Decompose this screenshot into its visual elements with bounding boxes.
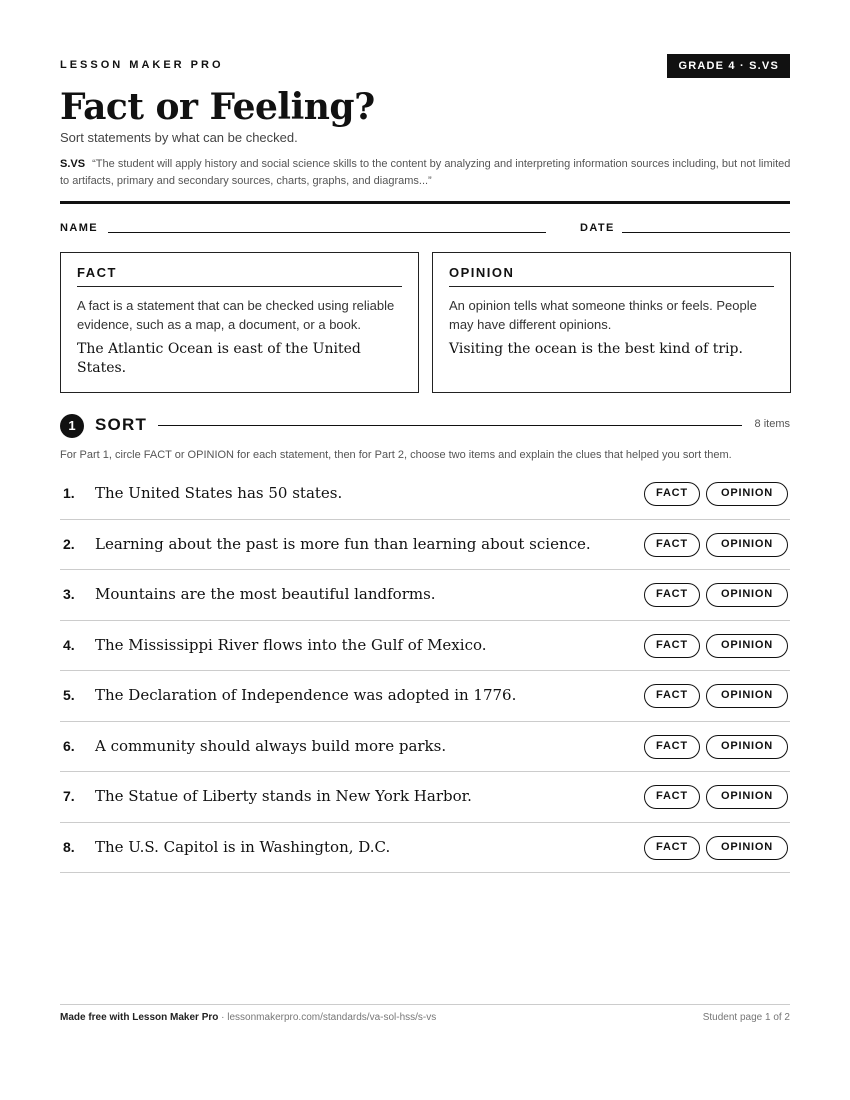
standard-text xyxy=(60,156,795,190)
standard-code: S.VS xyxy=(60,158,86,170)
name-field[interactable] xyxy=(108,232,546,233)
statement-text: The Declaration of Independence was adopted in 1776. xyxy=(95,686,517,704)
statement-row xyxy=(60,722,790,773)
fact-choice[interactable]: FACT xyxy=(644,533,700,557)
fact-choice[interactable]: FACT xyxy=(644,684,700,708)
fact-choice[interactable]: FACT xyxy=(644,482,700,506)
opinion-choice[interactable]: OPINION xyxy=(706,482,788,506)
section-rule xyxy=(158,425,742,426)
statement-row xyxy=(60,469,790,520)
statement-row xyxy=(60,823,790,874)
fact-choice[interactable]: FACT xyxy=(644,634,700,658)
fact-description: A fact is a statement that can be checked using reliable evidence, such as a map, a document, or a book. xyxy=(77,298,395,332)
opinion-heading: OPINION xyxy=(449,265,774,287)
choice-chips xyxy=(644,533,788,557)
page-subtitle: Sort statements by what can be checked. xyxy=(60,130,298,145)
statement-number: 6. xyxy=(63,737,75,754)
opinion-choice[interactable]: OPINION xyxy=(706,533,788,557)
choice-chips xyxy=(644,482,788,506)
statement-number: 5. xyxy=(63,687,75,703)
fact-choice[interactable]: FACT xyxy=(644,785,700,809)
footer-divider xyxy=(60,1004,790,1005)
header-divider xyxy=(60,201,790,204)
statement-number: 1. xyxy=(63,485,75,501)
fact-definition-box xyxy=(60,252,419,393)
opinion-choice[interactable]: OPINION xyxy=(706,836,788,860)
fact-choice[interactable]: FACT xyxy=(644,836,700,860)
page-title: Fact or Feeling? xyxy=(60,86,375,128)
fact-choice[interactable]: FACT xyxy=(644,583,700,607)
statement-number: 4. xyxy=(63,636,75,653)
statement-text: Mountains are the most beautiful landforms. xyxy=(95,585,436,603)
instructions: For Part 1, circle FACT or OPINION for each statement, then for Part 2, choose two items and explain the clues that helped you sort them. xyxy=(60,449,732,461)
item-count: 8 items xyxy=(754,418,790,430)
page-indicator: Student page 1 of 2 xyxy=(702,1012,790,1023)
choice-chips xyxy=(644,684,788,708)
statement-number: 7. xyxy=(63,788,75,804)
name-label: NAME xyxy=(60,222,98,234)
footer-url[interactable]: · lessonmakerpro.com/standards/va-sol-hss/s-vs xyxy=(218,1012,437,1023)
statement-text: Learning about the past is more fun than learning about science. xyxy=(95,534,591,553)
opinion-choice[interactable]: OPINION xyxy=(706,684,788,708)
footer xyxy=(60,1012,790,1023)
statement-row xyxy=(60,520,790,571)
statement-row xyxy=(60,621,790,672)
section-title: SORT xyxy=(95,415,148,434)
opinion-choice[interactable]: OPINION xyxy=(706,634,788,658)
opinion-choice[interactable]: OPINION xyxy=(706,583,788,607)
choice-chips xyxy=(644,634,788,658)
choice-chips xyxy=(644,583,788,607)
statement-row xyxy=(60,772,790,823)
statement-number: 3. xyxy=(63,586,75,602)
statement-number: 8. xyxy=(63,838,75,855)
choice-chips xyxy=(644,785,788,809)
statement-number: 2. xyxy=(63,535,75,552)
statement-text: The U.S. Capitol is in Washington, D.C. xyxy=(95,837,391,856)
opinion-definition-box xyxy=(432,252,791,393)
opinion-choice[interactable]: OPINION xyxy=(706,735,788,759)
statement-text: The United States has 50 states. xyxy=(95,484,343,502)
opinion-description: An opinion tells what someone thinks or feels. People may have different opinions. xyxy=(449,298,757,332)
opinion-example: Visiting the ocean is the best kind of trip. xyxy=(449,341,743,357)
date-field[interactable] xyxy=(622,232,790,233)
footer-made-with: Made free with Lesson Maker Pro xyxy=(60,1012,219,1023)
section-number: 1 xyxy=(60,414,84,438)
statement-row xyxy=(60,570,790,621)
opinion-choice[interactable]: OPINION xyxy=(706,785,788,809)
brand-name: LESSON MAKER PRO xyxy=(60,59,224,71)
grade-badge: GRADE 4 · S.VS xyxy=(667,54,790,78)
statement-list xyxy=(60,469,790,873)
section-header xyxy=(60,413,790,439)
fact-choice[interactable]: FACT xyxy=(644,735,700,759)
name-date-row xyxy=(60,222,790,238)
header-bar xyxy=(60,54,790,80)
statement-row xyxy=(60,671,790,722)
statement-text: A community should always build more parks. xyxy=(95,736,447,755)
standard-description: “The student will apply history and social science skills to the content by analyzing and interpreting information sources including, but not limited to artifacts, primary and secondary sources, charts, graphs, and diagrams...” xyxy=(60,158,791,187)
fact-heading: FACT xyxy=(77,265,402,287)
choice-chips xyxy=(644,836,788,860)
statement-text: The Statue of Liberty stands in New York Harbor. xyxy=(95,787,472,805)
fact-example: The Atlantic Ocean is east of the United States. xyxy=(77,341,361,376)
choice-chips xyxy=(644,735,788,759)
date-label: DATE xyxy=(580,222,615,234)
statement-text: The Mississippi River flows into the Gulf of Mexico. xyxy=(95,635,487,654)
